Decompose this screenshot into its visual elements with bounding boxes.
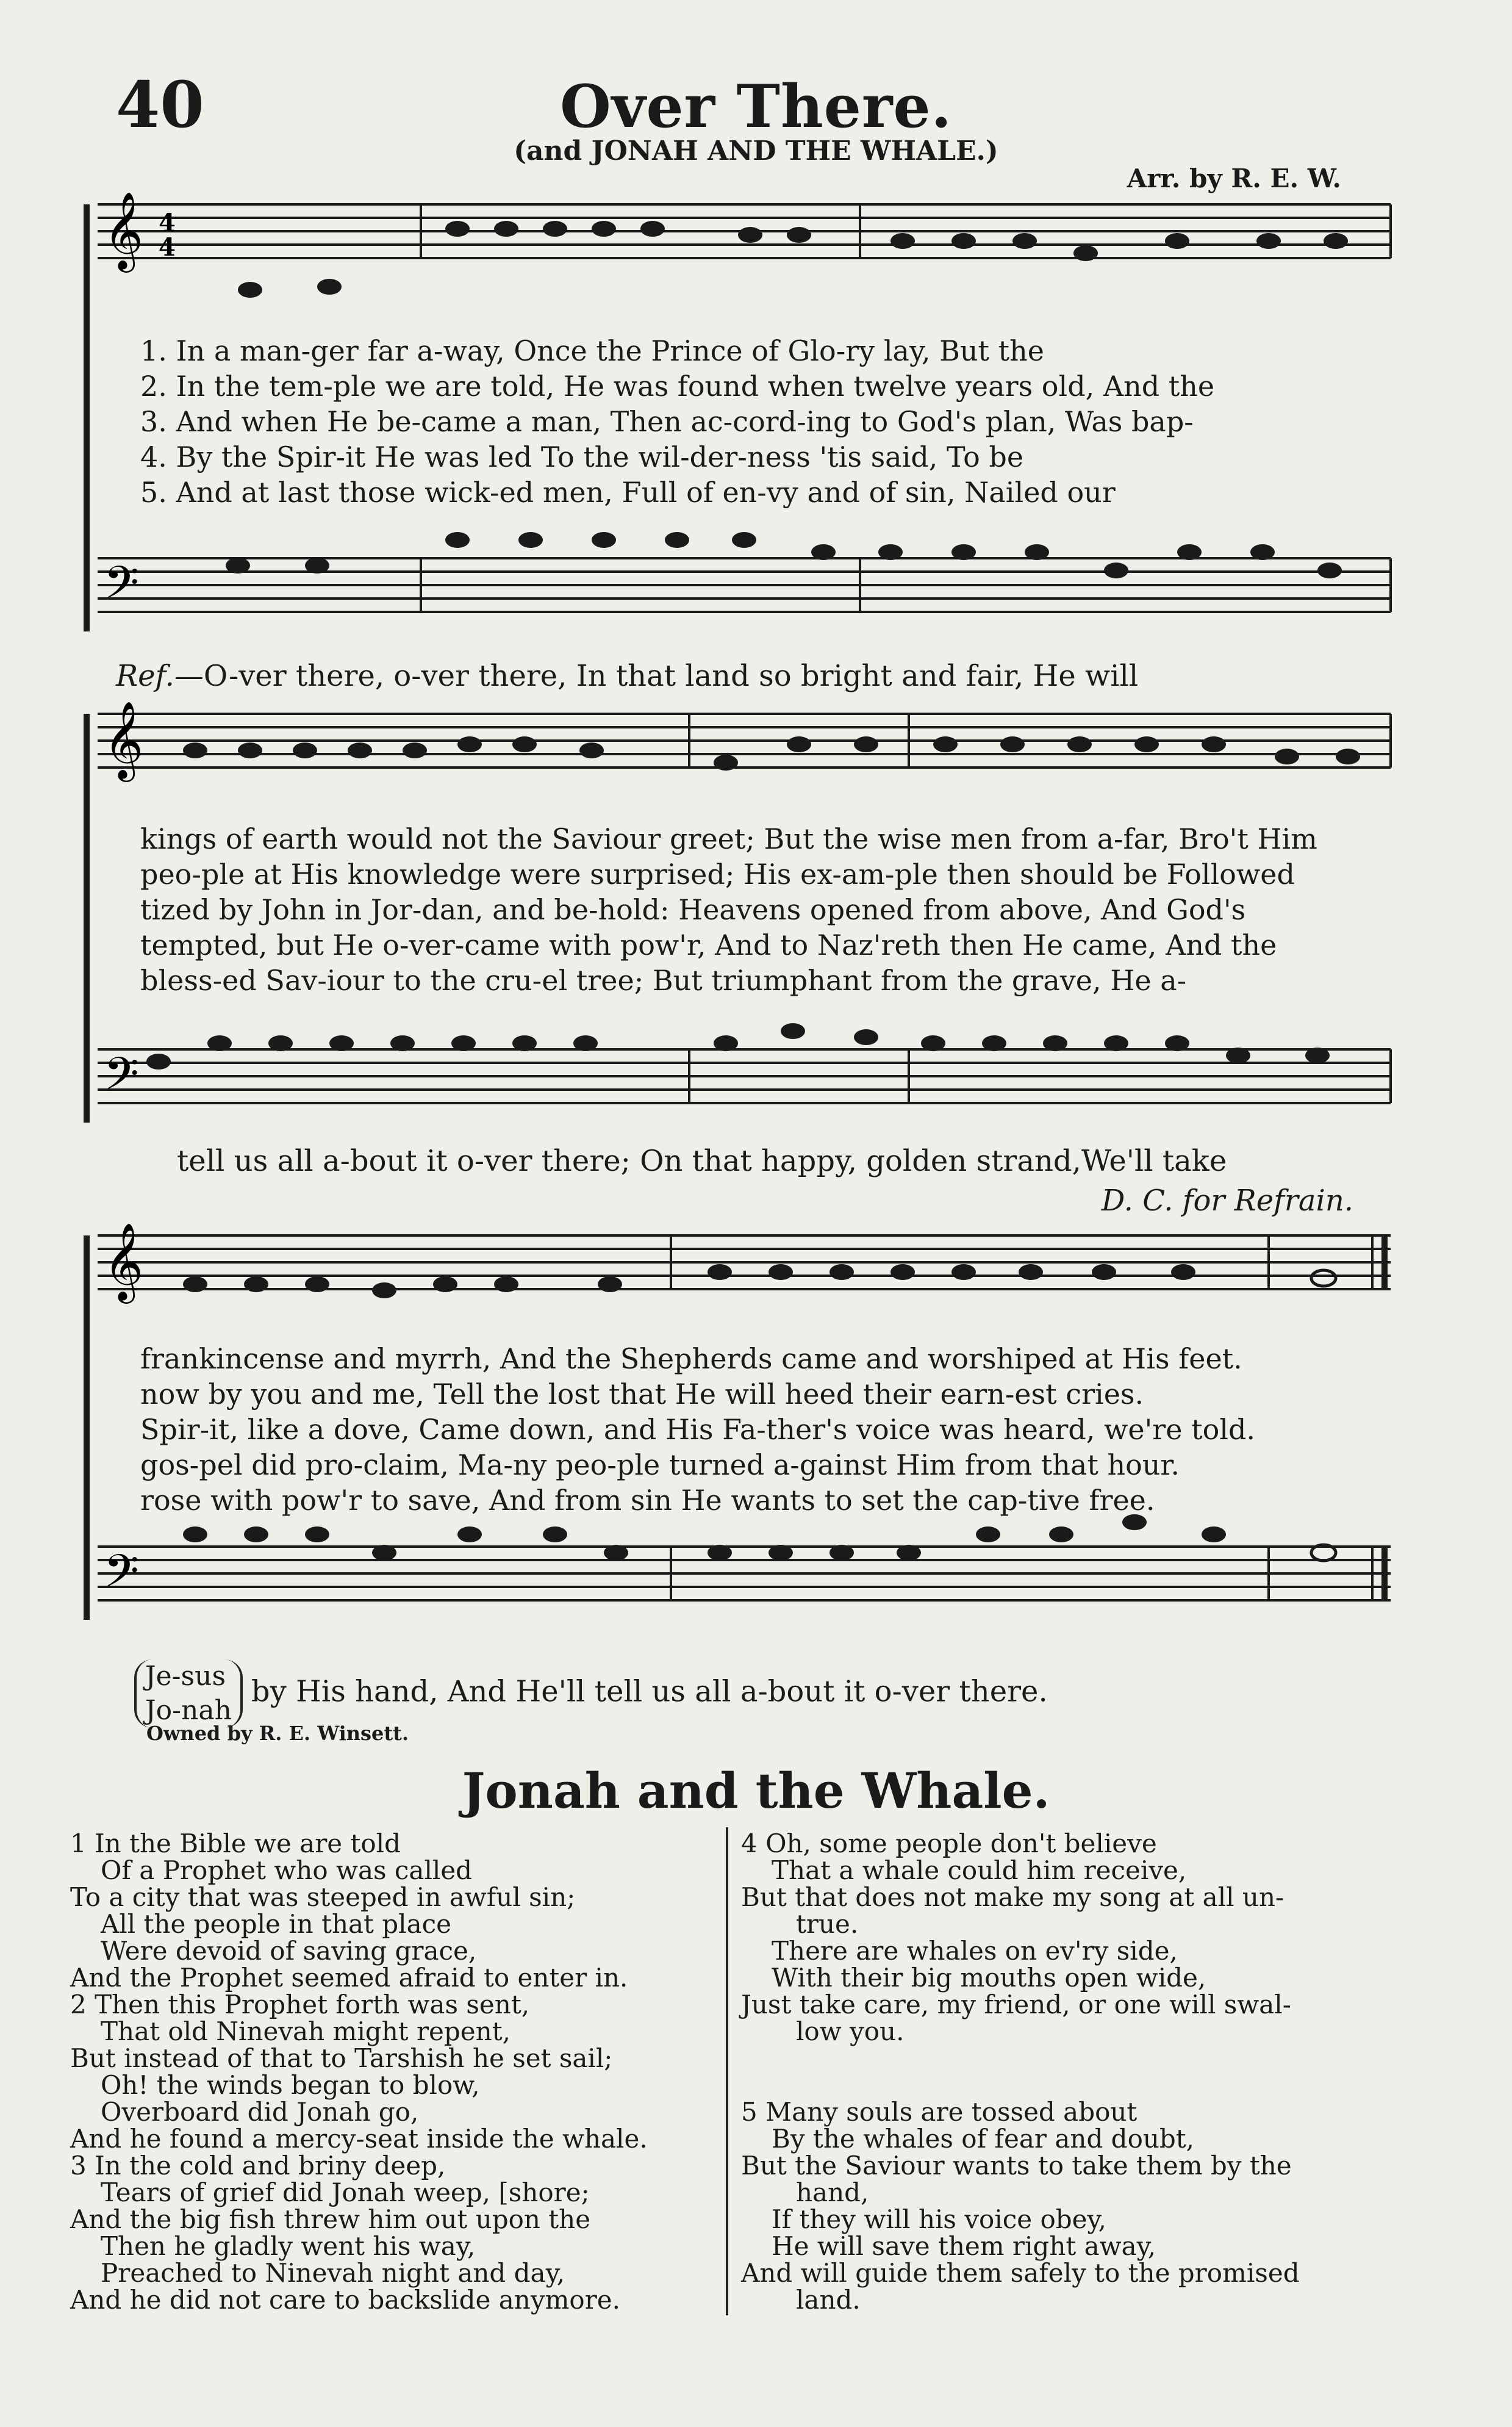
bass-clef-icon: 𝄢 [104, 556, 139, 620]
lyric-line: kings of earth would not the Saviour greet; But the wise men from a-far, Bro't Him [140, 822, 1317, 855]
poem-line: With their big mouths open wide, [772, 1963, 1206, 1993]
lyric-line: peo-ple at His knowledge were surprised; His ex-am-ple then should be Followed [140, 858, 1295, 891]
treble-clef-icon: 𝄞 [104, 192, 144, 269]
poem-line: true. [796, 1909, 859, 1939]
dc-refrain-label: D. C. for Refrain. [1101, 1184, 1353, 1218]
poem-line: And he did not care to backslide anymore. [70, 2285, 620, 2315]
refrain-label: Ref.— [116, 659, 204, 693]
refrain-line-2: tell us all a-bout it o-ver there; On that happy, golden strand,We'll take [177, 1144, 1227, 1178]
page-number: 40 [116, 67, 204, 142]
poem-line: And the Prophet seemed afraid to enter in. [70, 1963, 628, 1993]
verse-lyrics-system-1 [140, 333, 1385, 510]
refrain-names [134, 1659, 243, 1728]
poem-line: And will guide them safely to the promised [741, 2258, 1300, 2288]
bass-staff [98, 1049, 1391, 1103]
lyric-line: 3. And when He be-came a man, Then ac-cord-ing to God's plan, Was bap- [140, 405, 1194, 438]
page-title: Over There. [560, 72, 952, 141]
poem-line: If they will his voice obey, [772, 2204, 1107, 2234]
poem-line: By the whales of fear and doubt, [772, 2124, 1195, 2154]
poem-line: Oh! the winds began to blow, [101, 2070, 480, 2100]
treble-staff [98, 714, 1391, 768]
treble-clef-icon: 𝄞 [104, 702, 144, 778]
poem-line: hand, [796, 2177, 869, 2207]
poem-line: land. [796, 2285, 861, 2315]
poem-line: 4 Oh, some people don't believe [741, 1828, 1157, 1858]
name-jesus: Je-sus [145, 1661, 226, 1692]
lyric-line: tized by John in Jor-dan, and be-hold: Heavens opened from above, And God's [140, 893, 1246, 926]
poem-line: 5 Many souls are tossed about [741, 2097, 1138, 2127]
poem-line: 1 In the Bible we are told [70, 1828, 401, 1858]
copyright-owner: Owned by R. E. Winsett. [146, 1722, 409, 1745]
poem-line: That a whale could him receive, [772, 1855, 1187, 1885]
lyric-line: gos-pel did pro-claim, Ma-ny peo-ple turned a-gainst Him from that hour. [140, 1448, 1180, 1481]
lyric-line: 1. In a man-ger far a-way, Once the Prince of Glo-ry lay, But the [140, 334, 1044, 367]
poem-line: 3 In the cold and briny deep, [70, 2151, 446, 2181]
refrain-line-1 [116, 659, 1138, 693]
refrain-text: O-ver there, o-ver there, In that land so bright and fair, He will [203, 659, 1139, 693]
refrain-text: by His hand, And He'll tell us all a-bout it o-ver there. [251, 1674, 1048, 1709]
poem-line: Of a Prophet who was called [101, 1855, 473, 1885]
poem-line [741, 2072, 1449, 2099]
poem-line: To a city that was steeped in awful sin; [70, 1882, 576, 1912]
poem-line: Overboard did Jonah go, [101, 2097, 419, 2127]
verse-lyrics-system-3 [140, 1341, 1385, 1518]
poem-line: Tears of grief did Jonah weep, [shore; [101, 2177, 590, 2207]
poem-left-column [70, 1830, 717, 2314]
svg-text:4: 4 [159, 209, 176, 237]
lyric-line: rose with pow'r to save, And from sin He wants to set the cap-tive free. [140, 1484, 1155, 1517]
poem-line: Then he gladly went his way, [101, 2231, 476, 2261]
column-divider [726, 1827, 728, 2315]
lyric-line: 2. In the tem-ple we are told, He was found when twelve years old, And the [140, 370, 1215, 403]
refrain-line-3 [134, 1659, 1048, 1728]
poem-line: But the Saviour wants to take them by the [741, 2151, 1292, 2181]
lyric-line: frankincense and myrrh, And the Shepherds came and worshiped at His feet. [140, 1342, 1242, 1375]
bass-staff [98, 1547, 1391, 1600]
arranger-credit: Arr. by R. E. W. [1127, 164, 1341, 193]
poem-line: That old Ninevah might repent, [101, 2016, 511, 2046]
poem-line: But that does not make my song at all un- [741, 1882, 1284, 1912]
poem-line: Preached to Ninevah night and day, [101, 2258, 565, 2288]
bass-notes [183, 1514, 1336, 1561]
bass-clef-icon: 𝄢 [104, 1048, 139, 1112]
verse-lyrics-system-2 [140, 821, 1385, 998]
lyric-line: bless-ed Sav-iour to the cru-el tree; But triumphant from the grave, He a- [140, 964, 1187, 997]
name-jonah: Jo-nah [145, 1695, 232, 1726]
poem-line: 2 Then this Prophet forth was sent, [70, 1990, 530, 2019]
poem-line: Just take care, my friend, or one will swal- [741, 1990, 1291, 2019]
poem-line: And he found a mercy-seat inside the whale. [70, 2124, 648, 2154]
poem-line [741, 2045, 1449, 2072]
treble-clef-icon: 𝄞 [104, 1223, 144, 1300]
page-subtitle: (and JONAH AND THE WHALE.) [514, 135, 998, 167]
poem-line: All the people in that place [101, 1909, 451, 1939]
lyric-line: now by you and me, Tell the lost that He will heed their earn-est cries. [140, 1378, 1144, 1411]
lyric-line: Spir-it, like a dove, Came down, and His Fa-ther's voice was heard, we're told. [140, 1413, 1256, 1446]
poem-right-column [741, 1830, 1449, 2314]
bass-staff [98, 558, 1391, 612]
lyric-line: 4. By the Spir-it He was led To the wil-der-ness 'tis said, To be [140, 440, 1024, 473]
poem-line: And the big fish threw him out upon the [70, 2204, 591, 2234]
poem-line: He will save them right away, [772, 2231, 1156, 2261]
svg-text:4: 4 [159, 233, 176, 262]
treble-staff [98, 1235, 1391, 1289]
lyric-line: 5. And at last those wick-ed men, Full of en-vy and of sin, Nailed our [140, 476, 1116, 509]
lyric-line: tempted, but He o-ver-came with pow'r, And to Naz'reth then He came, And the [140, 929, 1277, 962]
poem-line: There are whales on ev'ry side, [772, 1936, 1178, 1966]
bass-clef-icon: 𝄢 [104, 1545, 139, 1609]
poem-line: Were devoid of saving grace, [101, 1936, 477, 1966]
treble-notes [183, 1264, 1336, 1298]
poem-line: low you. [796, 2016, 905, 2046]
poem-line: But instead of that to Tarshish he set sail; [70, 2043, 613, 2073]
poem-title: Jonah and the Whale. [462, 1762, 1050, 1819]
